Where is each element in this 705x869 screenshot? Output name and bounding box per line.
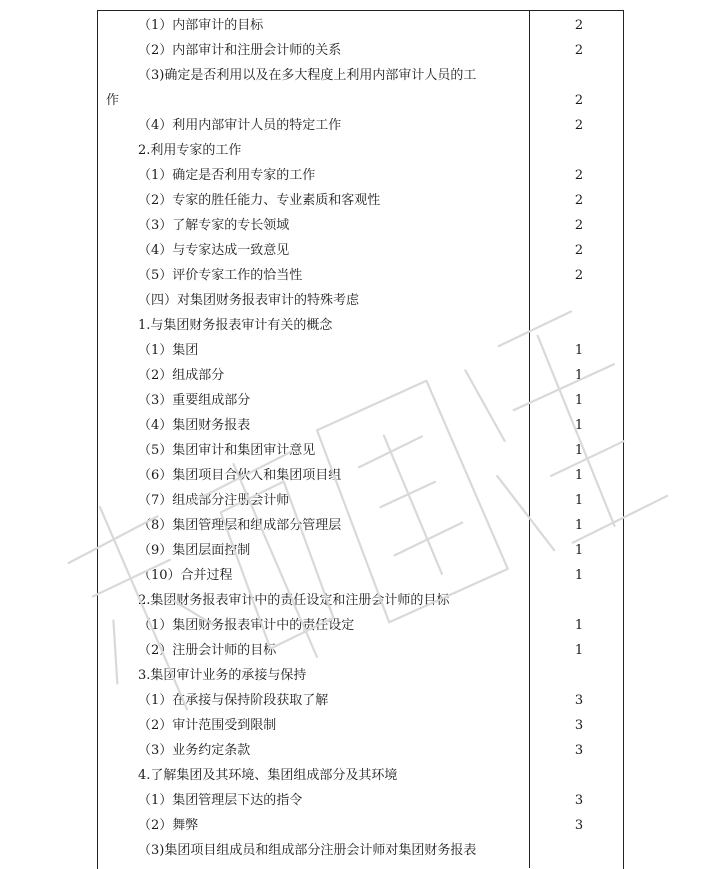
row-label: （2）组成部分	[138, 368, 225, 383]
row-value: 1	[574, 568, 584, 583]
table-row	[98, 688, 623, 713]
row-label: （2）审计范围受到限制	[138, 718, 277, 733]
table-row	[98, 363, 623, 388]
table-row	[98, 63, 623, 88]
section-heading-row	[98, 663, 623, 688]
row-value: 2	[574, 93, 584, 108]
table-row	[98, 513, 623, 538]
row-label: （3)集团项目组成员和组成部分注册会计师对集团财务报表	[138, 843, 477, 858]
row-value: 1	[574, 643, 584, 658]
table-row	[98, 463, 623, 488]
row-label: （9）集团层面控制	[138, 543, 251, 558]
table-row	[98, 388, 623, 413]
section-heading-row	[98, 313, 623, 338]
row-value: 3	[574, 793, 584, 808]
table-row	[98, 813, 623, 838]
row-value: 1	[574, 443, 584, 458]
row-label: （1）确定是否利用专家的工作	[138, 168, 316, 183]
table-row	[98, 13, 623, 38]
row-value: 3	[574, 718, 584, 733]
row-label: 2.利用专家的工作	[138, 143, 242, 158]
row-value: 1	[574, 618, 584, 633]
row-value: 2	[574, 118, 584, 133]
table-row	[98, 613, 623, 638]
table-row	[98, 113, 623, 138]
row-value: 2	[574, 268, 584, 283]
table-row	[98, 638, 623, 663]
row-value: 1	[574, 368, 584, 383]
syllabus-table	[97, 10, 624, 869]
row-label: （四）对集团财务报表审计的特殊考虑	[138, 293, 360, 308]
row-value: 1	[574, 518, 584, 533]
table-row	[98, 38, 623, 63]
row-label: （3)确定是否利用以及在多大程度上利用内部审计人员的工	[138, 68, 477, 83]
table-row	[98, 338, 623, 363]
table-row	[98, 163, 623, 188]
table-row	[98, 213, 623, 238]
table-row	[98, 413, 623, 438]
row-label: （8）集团管理层和组成部分管理层	[138, 518, 342, 533]
row-label: （3）了解专家的专长领域	[138, 218, 290, 233]
row-label: （5）评价专家工作的恰当性	[138, 268, 303, 283]
row-label-continuation: 作	[106, 93, 120, 108]
table-row	[98, 738, 623, 763]
row-value: 2	[574, 18, 584, 33]
table-row	[98, 788, 623, 813]
row-label: （3）重要组成部分	[138, 393, 251, 408]
row-label: （7）组成部分注册会计师	[138, 493, 290, 508]
row-value: 3	[574, 693, 584, 708]
row-label: 1.与集团财务报表审计有关的概念	[138, 318, 333, 333]
row-label: 4.了解集团及其环境、集团组成部分及其环境	[138, 768, 398, 783]
section-heading-row	[98, 763, 623, 788]
row-value: 2	[574, 193, 584, 208]
row-label: （2）内部审计和注册会计师的关系	[138, 43, 342, 58]
row-value: 2	[574, 168, 584, 183]
table-row	[98, 88, 623, 113]
row-value: 3	[574, 818, 584, 833]
row-value: 2	[574, 43, 584, 58]
row-value: 2	[574, 218, 584, 233]
row-label: （1）在承接与保持阶段获取了解	[138, 693, 329, 708]
row-label: （1）内部审计的目标	[138, 18, 264, 33]
row-value: 1	[574, 418, 584, 433]
row-value: 1	[574, 493, 584, 508]
table-row	[98, 488, 623, 513]
row-label: 3.集团审计业务的承接与保持	[138, 668, 307, 683]
row-label: （1）集团财务报表审计中的责任设定	[138, 618, 355, 633]
row-label: （2）注册会计师的目标	[138, 643, 277, 658]
row-label: （4）集团财务报表	[138, 418, 251, 433]
row-label: （6）集团项目合伙人和集团项目组	[138, 468, 342, 483]
section-heading-row	[98, 138, 623, 163]
row-value: 2	[574, 243, 584, 258]
table-row	[98, 713, 623, 738]
row-label: （4）利用内部审计人员的特定工作	[138, 118, 342, 133]
row-value: 1	[574, 343, 584, 358]
row-label: （3）业务约定条款	[138, 743, 251, 758]
column-divider	[529, 10, 530, 868]
row-label: （2）舞弊	[138, 818, 199, 833]
table-row	[98, 563, 623, 588]
row-label: （4）与专家达成一致意见	[138, 243, 290, 258]
section-heading-row	[98, 588, 623, 613]
row-value: 3	[574, 743, 584, 758]
table-row	[98, 238, 623, 263]
table-row	[98, 263, 623, 288]
section-heading-row	[98, 288, 623, 313]
row-label: （5）集团审计和集团审计意见	[138, 443, 316, 458]
table-row	[98, 188, 623, 213]
row-label: （2）专家的胜任能力、专业素质和客观性	[138, 193, 381, 208]
row-label: （1）集团	[138, 343, 199, 358]
row-value: 1	[574, 543, 584, 558]
row-label: （1）集团管理层下达的指令	[138, 793, 303, 808]
row-value: 1	[574, 393, 584, 408]
table-row	[98, 838, 623, 863]
table-row	[98, 438, 623, 463]
row-label: 2.集团财务报表审计中的责任设定和注册会计师的目标	[138, 593, 450, 608]
row-value: 1	[574, 468, 584, 483]
row-label: （10）合并过程	[138, 568, 233, 583]
table-row	[98, 538, 623, 563]
